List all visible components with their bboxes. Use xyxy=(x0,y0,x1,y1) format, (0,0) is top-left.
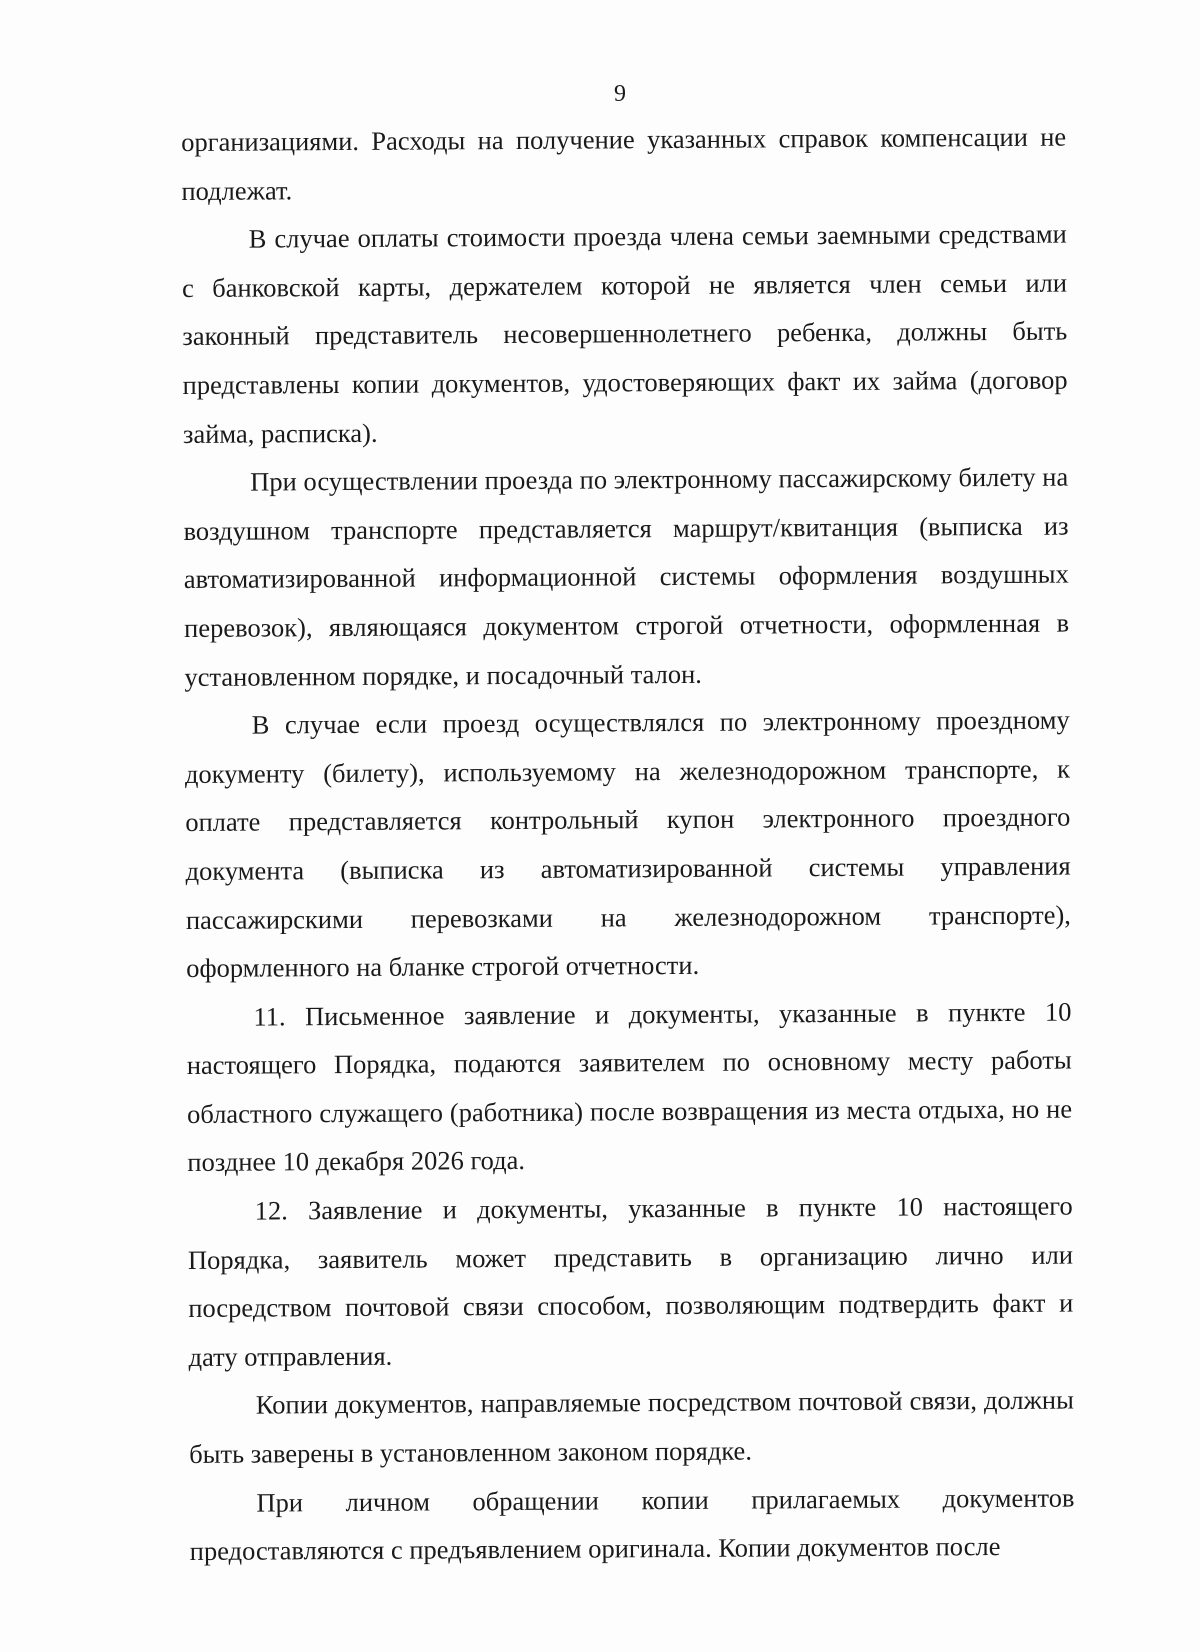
paragraph-continuation: организациями. Расходы на получение указанных справок компенсации не подлежат. xyxy=(181,121,1067,206)
paragraph-loan-payment: В случае оплаты стоимости проезда члена семьи заемными средствами с банковской карты, держателем которой не является член семьи или законный представитель несовершеннолетнего ребенка, должны быть представлены копии документов, удостоверяющих факт их займа (договор займа, расписка). xyxy=(181,218,1068,449)
paragraph-air-ticket: При осуществлении проезда по электронному пассажирскому билету на воздушном транспорте представляется маршрут/квитанция (выписка из автоматизированной информационной системы оформления воздушных перевозок), являющаяся документом строгой отчетности, оформленная в установленном порядке, и посадочный талон. xyxy=(183,461,1070,692)
paragraph-item-11: 11. Письменное заявление и документы, указанные в пункте 10 настоящего Порядка, подаются заявителем по основному месту работы областного служащего (работника) после возвращения из места отдыха, но не позднее 10 декабря 2026 года. xyxy=(186,996,1073,1178)
body-text xyxy=(181,113,1075,1576)
page-number: 9 xyxy=(614,81,626,107)
paragraph-rail-ticket: В случае если проезд осуществлялся по электронному проездному документу (билету), используемому на железнодорожном транспорте, к оплате представляется контрольный купон электронного проездного документа (выписка из автоматизированной системы управления пассажирскими перевозками на железнодорожном транспорте), оформленного на бланке строгой отчетности. xyxy=(184,704,1071,984)
paragraph-postal-copies: Копии документов, направляемые посредством почтовой связи, должны быть заверены в установленном законом порядке. xyxy=(189,1385,1074,1470)
paragraph-item-12: 12. Заявление и документы, указанные в пункте 10 настоящего Порядка, заявитель может представить в организацию лично или посредством почтовой связи способом, позволяющим подтвердить факт и дату отправления. xyxy=(187,1190,1074,1372)
paragraph-personal-visit: При личном обращении копии прилагаемых документов предоставляются с предъявлением оригинала. Копии документов после xyxy=(189,1482,1075,1567)
